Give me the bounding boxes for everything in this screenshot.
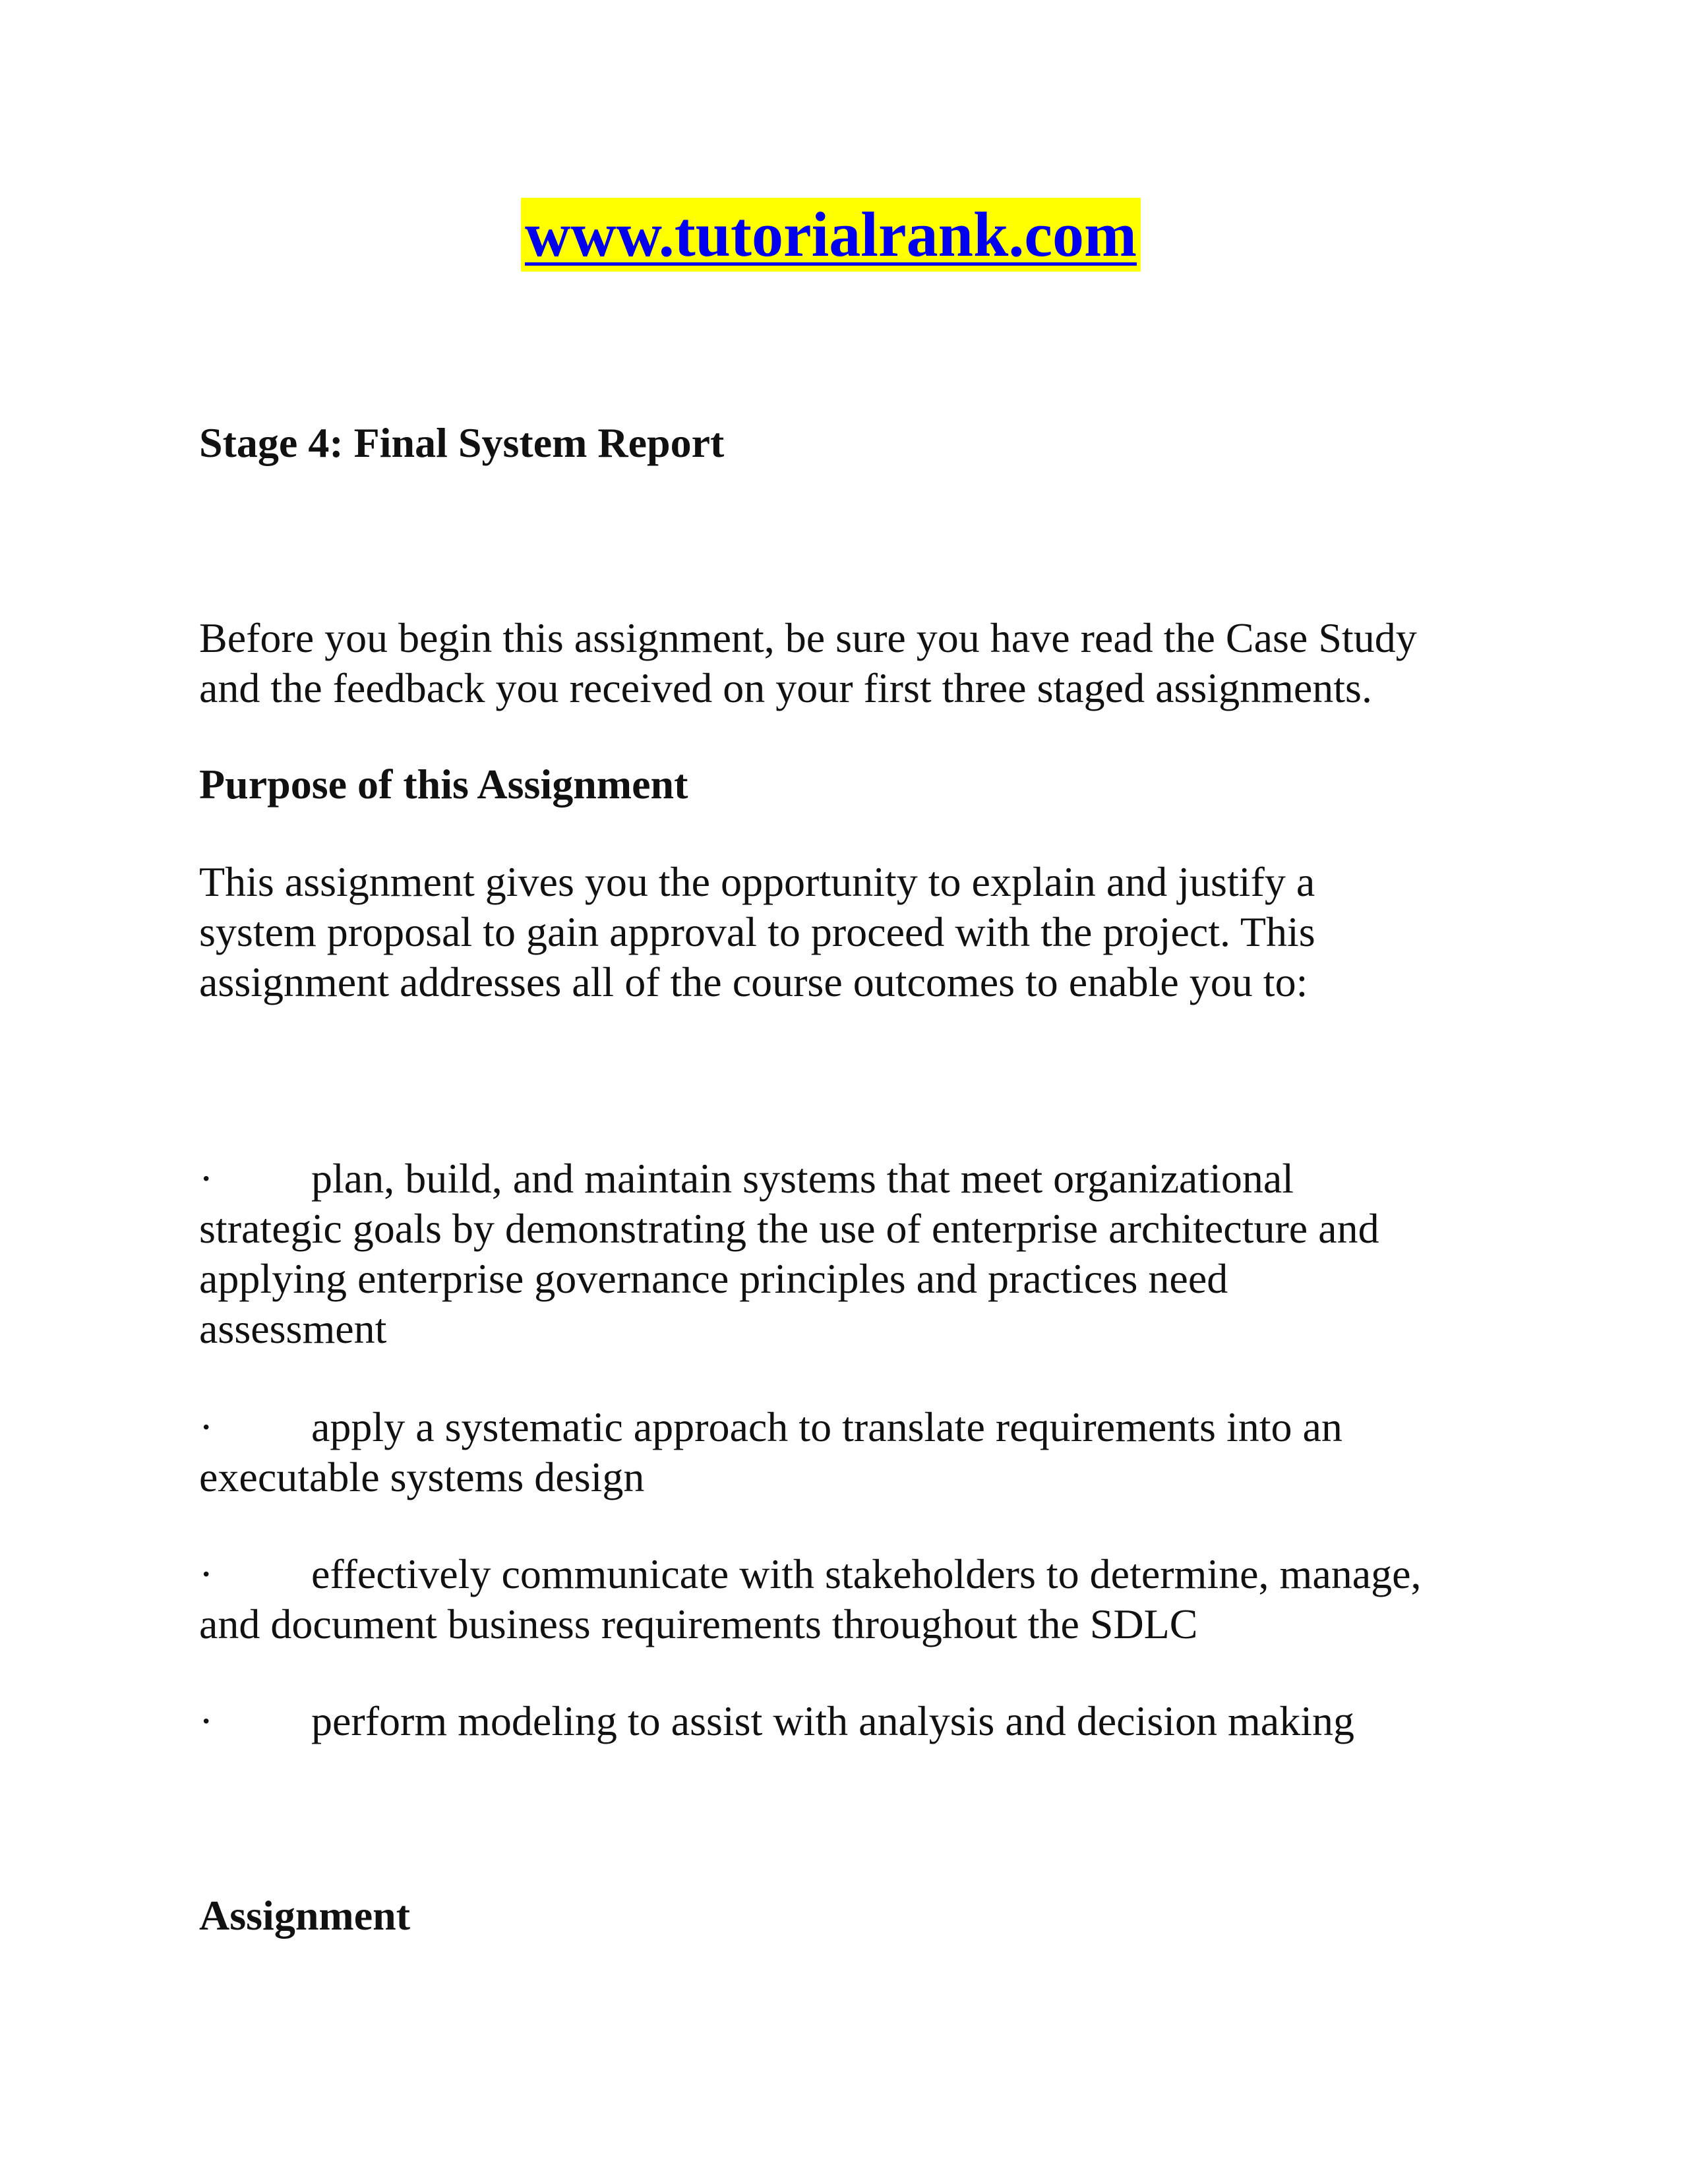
bullet-marker: · (199, 1550, 214, 1597)
outcome-text: assessment (199, 1305, 387, 1352)
outcome-item (199, 1549, 1518, 1649)
intro-line: and the feedback you received on your first three staged assignments. (199, 664, 1372, 711)
purpose-heading: Purpose of this Assignment (199, 761, 688, 808)
purpose-line: system proposal to gain approval to proceed with the project. This (199, 908, 1315, 955)
outcome-item (199, 1154, 1518, 1354)
purpose-paragraph (199, 857, 1518, 1007)
outcome-text: applying enterprise governance principles and practices need (199, 1255, 1228, 1302)
outcome-text: plan, build, and maintain systems that meet organizational (311, 1155, 1294, 1202)
purpose-line: assignment addresses all of the course outcomes to enable you to: (199, 959, 1308, 1005)
purpose-line: This assignment gives you the opportunity to explain and justify a (199, 858, 1315, 905)
outcome-text: strategic goals by demonstrating the use of enterprise architecture and (199, 1205, 1379, 1252)
site-link[interactable]: www.tutorialrank.com (521, 198, 1141, 272)
intro-paragraph (199, 613, 1518, 713)
outcome-text: executable systems design (199, 1454, 645, 1500)
outcome-item (199, 1696, 1518, 1746)
bullet-marker: · (199, 1155, 214, 1202)
bullet-marker: · (199, 1697, 214, 1744)
bullet-marker: · (199, 1403, 214, 1450)
assignment-heading: Assignment (199, 1892, 411, 1939)
document-title: Stage 4: Final System Report (199, 419, 725, 466)
outcome-text: effectively communicate with stakeholders to determine, manage, (311, 1550, 1422, 1597)
intro-line: Before you begin this assignment, be sure you have read the Case Study (199, 614, 1417, 661)
outcome-item (199, 1402, 1518, 1502)
outcome-text: and document business requirements throughout the SDLC (199, 1601, 1198, 1647)
outcome-text: apply a systematic approach to translate requirements into an (311, 1403, 1342, 1450)
outcome-text: perform modeling to assist with analysis and decision making (311, 1697, 1354, 1744)
